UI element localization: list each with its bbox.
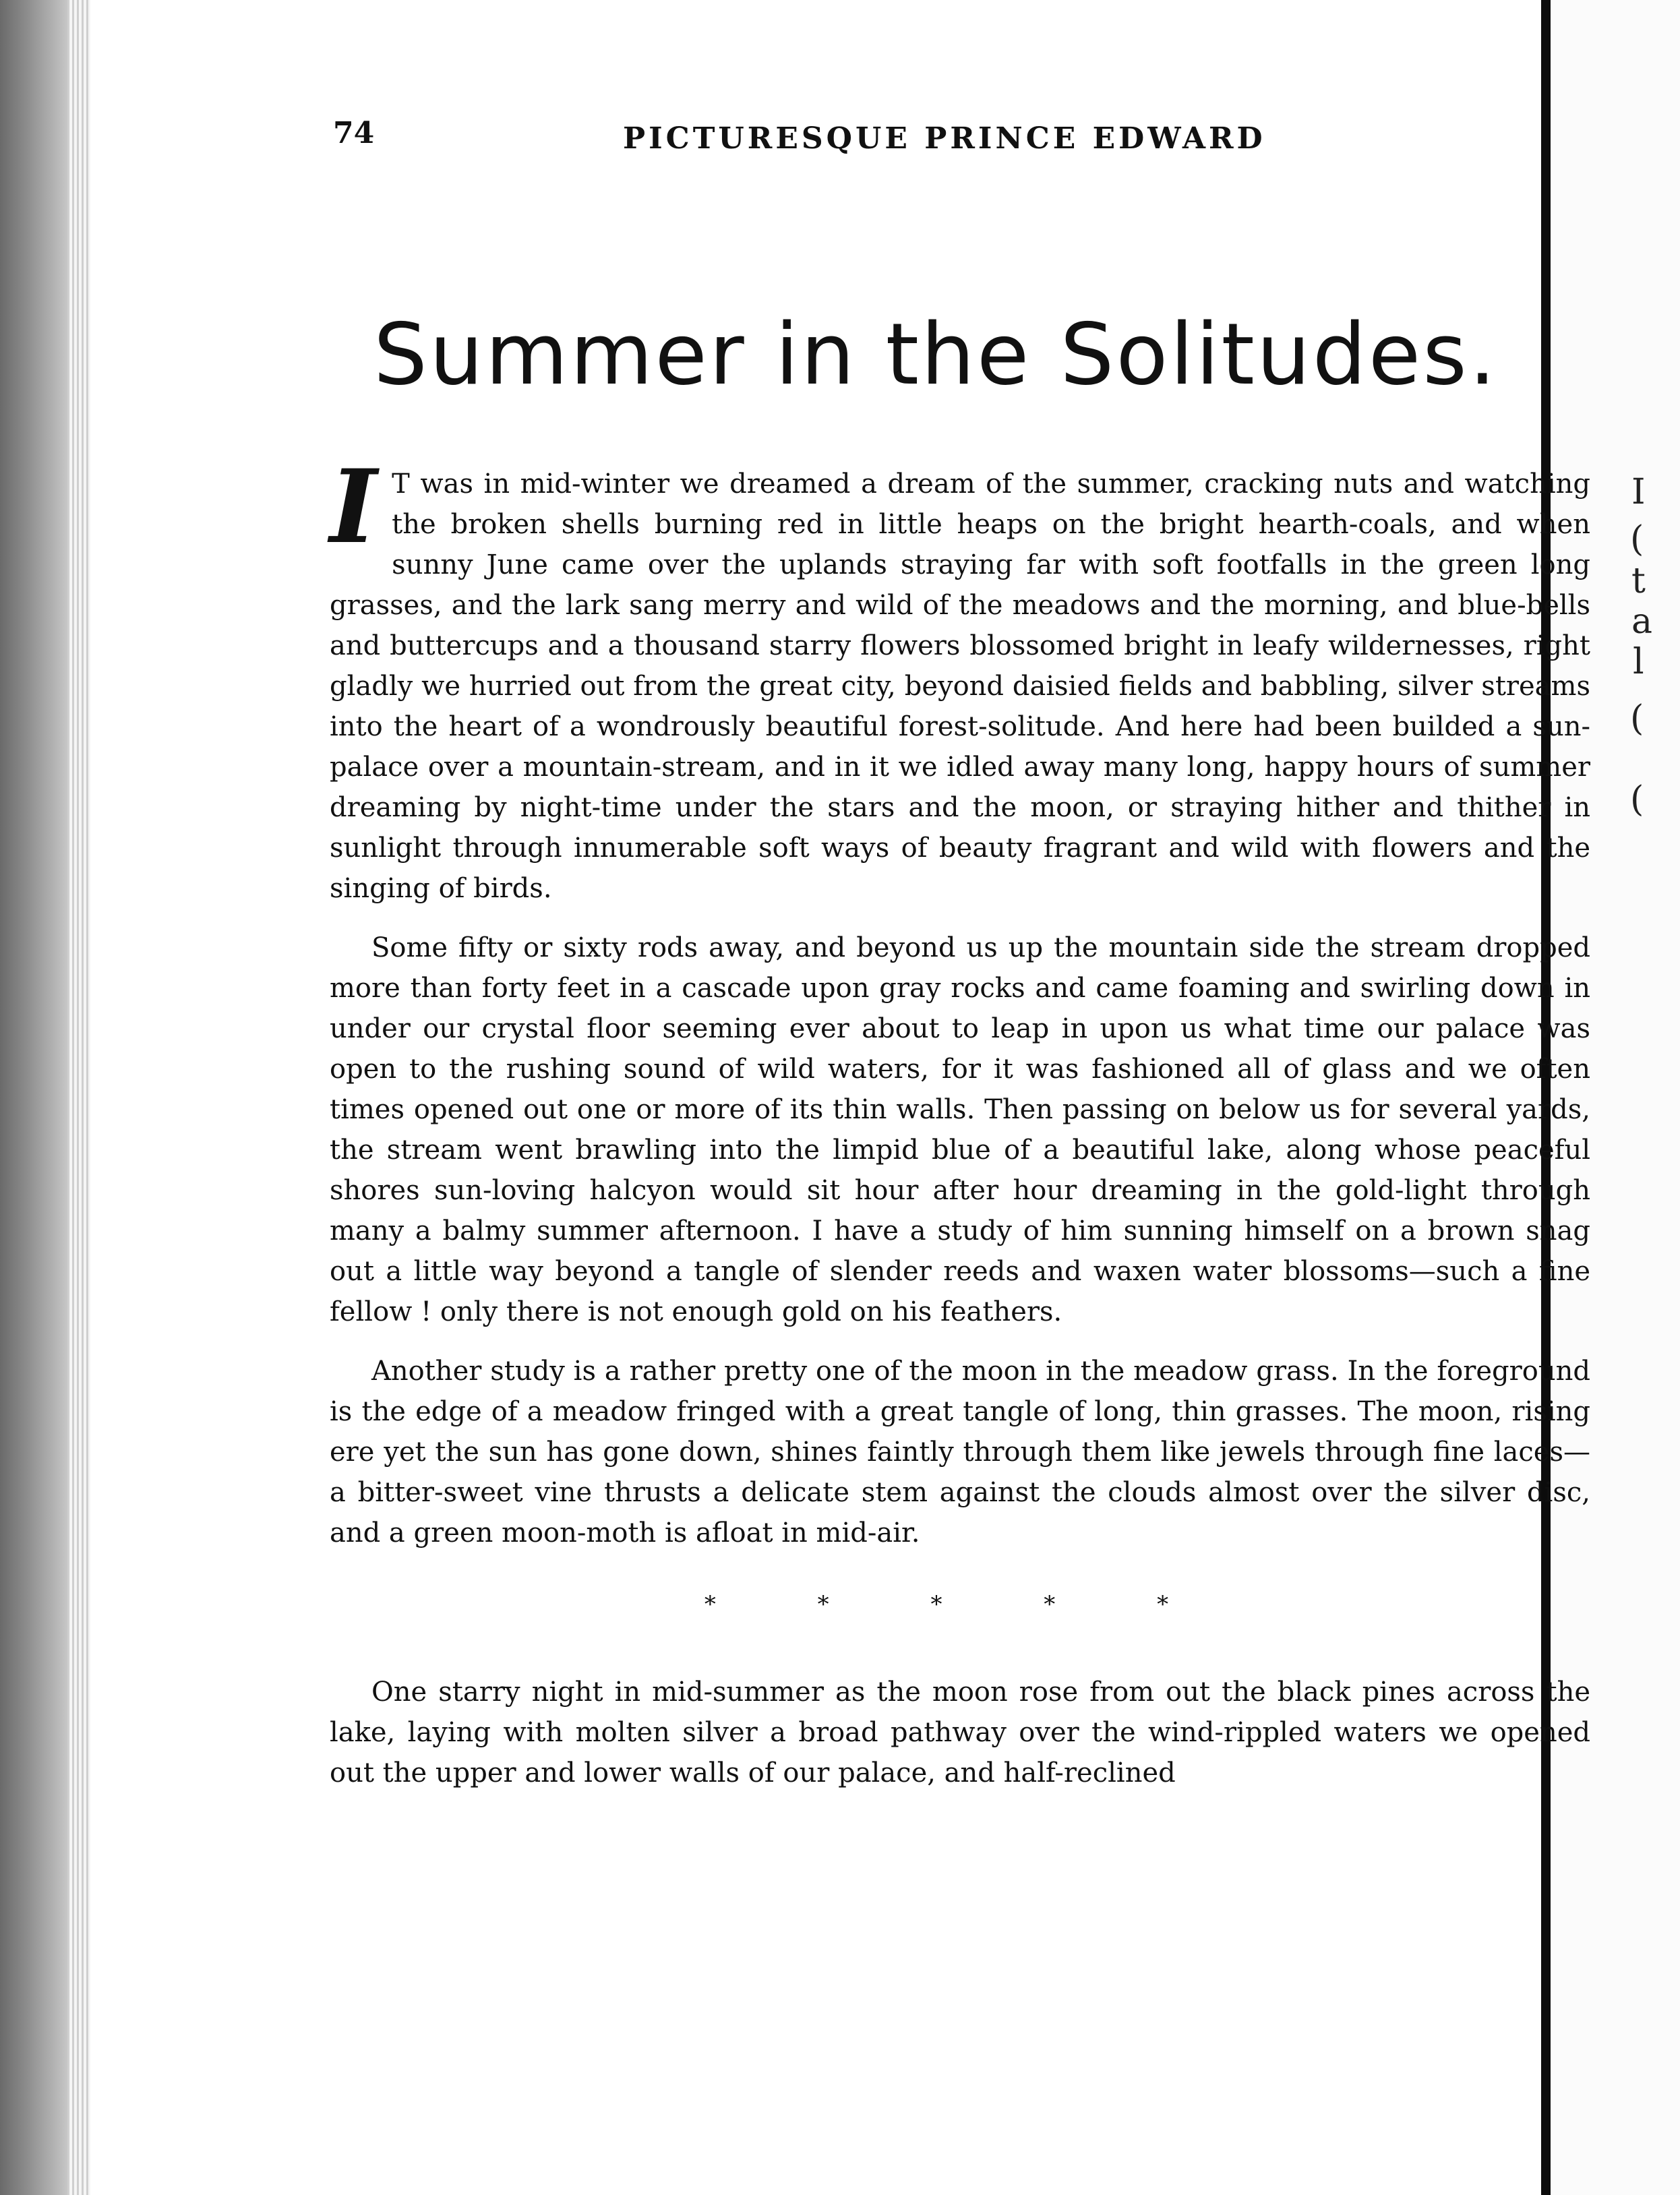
page-number: 74: [333, 116, 375, 150]
bleed-mark: a: [1631, 601, 1653, 642]
paragraph: Another study is a rather pretty one of the moon in the meadow grass. In the foreground is the edge of a meadow fringed with a great tangle of long, thin grasses. The moon, rising ere yet the sun has gone down, shines faintly through them like jewels through fine laces—a bitter-sweet vine thrusts a delicate stem against the clouds almost over the silver disc, and a green moon-moth is afloat in mid-air.: [330, 1356, 1590, 1548]
bleed-mark: (: [1630, 698, 1644, 739]
drop-cap: I: [330, 448, 378, 566]
paragraph-text: T was in mid-winter we dreamed a dream of the summer, cracking nuts and watching the broken shells burning red in little heaps on the bright hearth-coals, and when sunny June came over the uplands straying far with soft footfalls in the green long grasses, and the lark sang merry and wild of the meadows and the morning, and blue-bells and buttercups and a thousand starry flowers blossomed bright in leafy wildernesses, right gladly we hurried out from the great city, beyond daisied fields and babbling, silver streams into the heart of a wondrously beautiful forest-solitude. And here had been builded a sun-palace over a mountain-stream, and in it we idled away many long, happy hours of summer dreaming by night-time under the stars and the moon, or straying hither and thither in sunlight through innumerable soft ways of beauty fragrant and wild with flowers and the singing of birds.: [330, 469, 1590, 904]
paragraph: One starry night in mid-summer as the moon rose from out the black pines across the lake, laying with molten silver a broad pathway over the wind-rippled waters we opened out the upper and lower walls of our palace, and half-reclined: [330, 1677, 1590, 1788]
bleed-mark: (: [1630, 779, 1644, 820]
bleed-mark: (: [1630, 519, 1644, 560]
paragraph: Some fifty or sixty rods away, and beyond us up the mountain side the stream dropped more than forty feet in a cascade upon gray rocks and came foaming and swirling down in under our crystal floor seeming ever about to leap in upon us what time our palace was open to the rushing sound of wild waters, for it was fashioned all of glass and we often times opened out one or more of its thin walls. Then passing on below us for several yards, the stream went brawling into the limpid blue of a beautiful lake, along whose peaceful shores sun-loving halcyon would sit hour after hour dreaming in the gold-light through many a balmy summer afternoon. I have a study of him sunning himself on a brown snag out a little way beyond a tangle of slender reeds and waxen water blossoms—such a fine fellow ! only there is not enough gold on his feathers.: [330, 932, 1590, 1327]
bleed-mark: t: [1631, 561, 1646, 601]
bleed-mark: I: [1631, 472, 1646, 512]
book-page: [90, 0, 1590, 2195]
body-text: [330, 448, 1590, 1812]
bleed-mark: l: [1633, 642, 1644, 682]
paragraph: [330, 448, 1590, 909]
section-separator: * * * * *: [704, 1591, 1216, 1618]
running-head: PICTURESQUE PRINCE EDWARD: [623, 121, 1266, 156]
scan-page-stack: [67, 0, 90, 2195]
chapter-title: Summer in the Solitudes.: [373, 305, 1498, 404]
